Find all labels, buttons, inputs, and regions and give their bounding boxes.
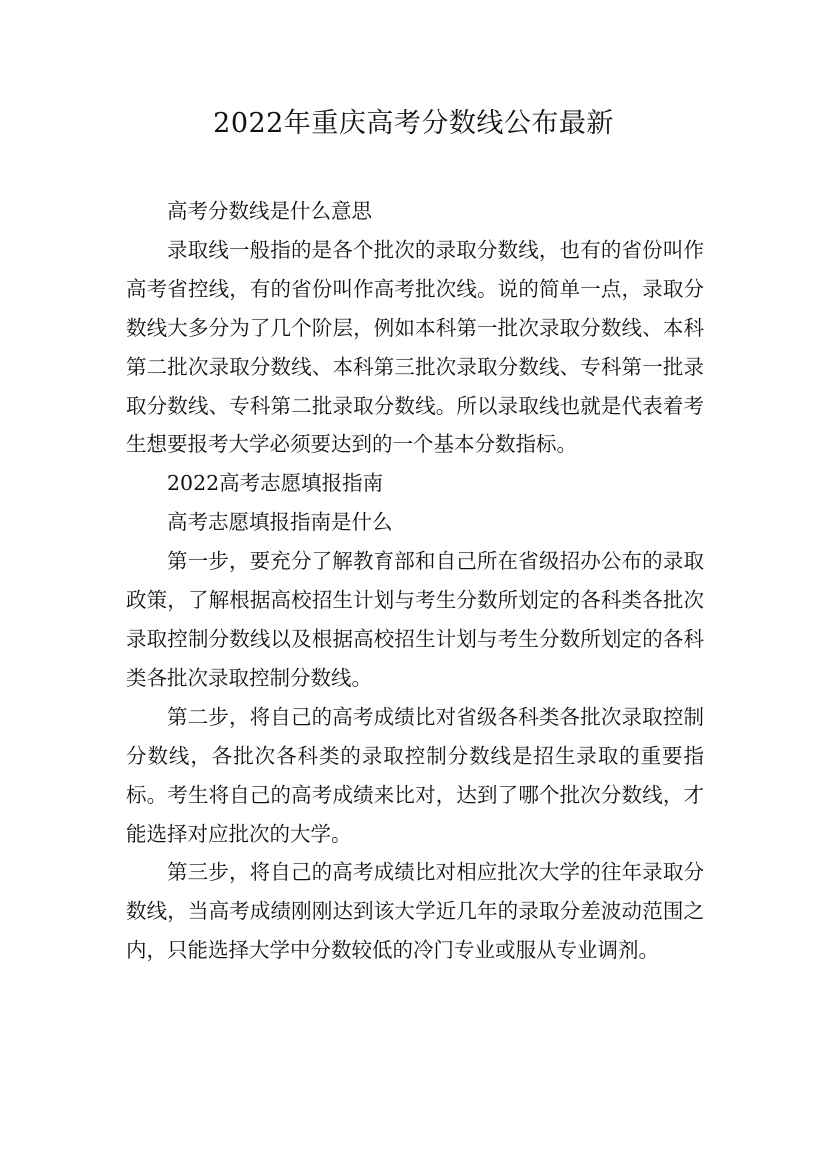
paragraph-step-one: 第一步，要充分了解教育部和自己所在省级招办公布的录取政策，了解根据高校招生计划与考生分数所划定的各科类各批次录取控制分数线以及根据高校招生计划与考生分数所划定的各科类各批次录取控制分数线。 xyxy=(126,549,704,690)
paragraph-step-three: 第三步，将自己的高考成绩比对相应批次大学的往年录取分数线，当高考成绩刚刚达到该大学近几年的录取分差波动范围之内，只能选择大学中分数较低的冷门专业或服从专业调剂。 xyxy=(126,860,704,963)
section-heading-meaning: 高考分数线是什么意思 xyxy=(167,199,372,223)
section-subheading-guide: 高考志愿填报指南是什么 xyxy=(167,510,393,535)
paragraph-step-two: 第二步，将自己的高考成绩比对省级各科类各批次录取控制分数线，各批次各科类的录取控制分数线是招生录取的重要指标。考生将自己的高考成绩来比对，达到了哪个批次分数线，才能选择对应批次的大学。 xyxy=(126,704,704,846)
document-body xyxy=(126,192,704,970)
paragraph-definition: 录取线一般指的是各个批次的录取分数线，也有的省份叫作高考省控线，有的省份叫作高考批次线。说的简单一点，录取分数线大多分为了几个阶层，例如本科第一批次录取分数线、本科第二批次录取分数线、本科第三批次录取分数线、专科第一批录取分数线、专科第二批录取分数线。所以录取线也就是代表着考生想要报考大学必须要达到的一个基本分数指标。 xyxy=(126,237,704,457)
section-heading-guide: 2022高考志愿填报指南 xyxy=(167,471,384,496)
page-title: 2022年重庆高考分数线公布最新 xyxy=(213,108,614,139)
